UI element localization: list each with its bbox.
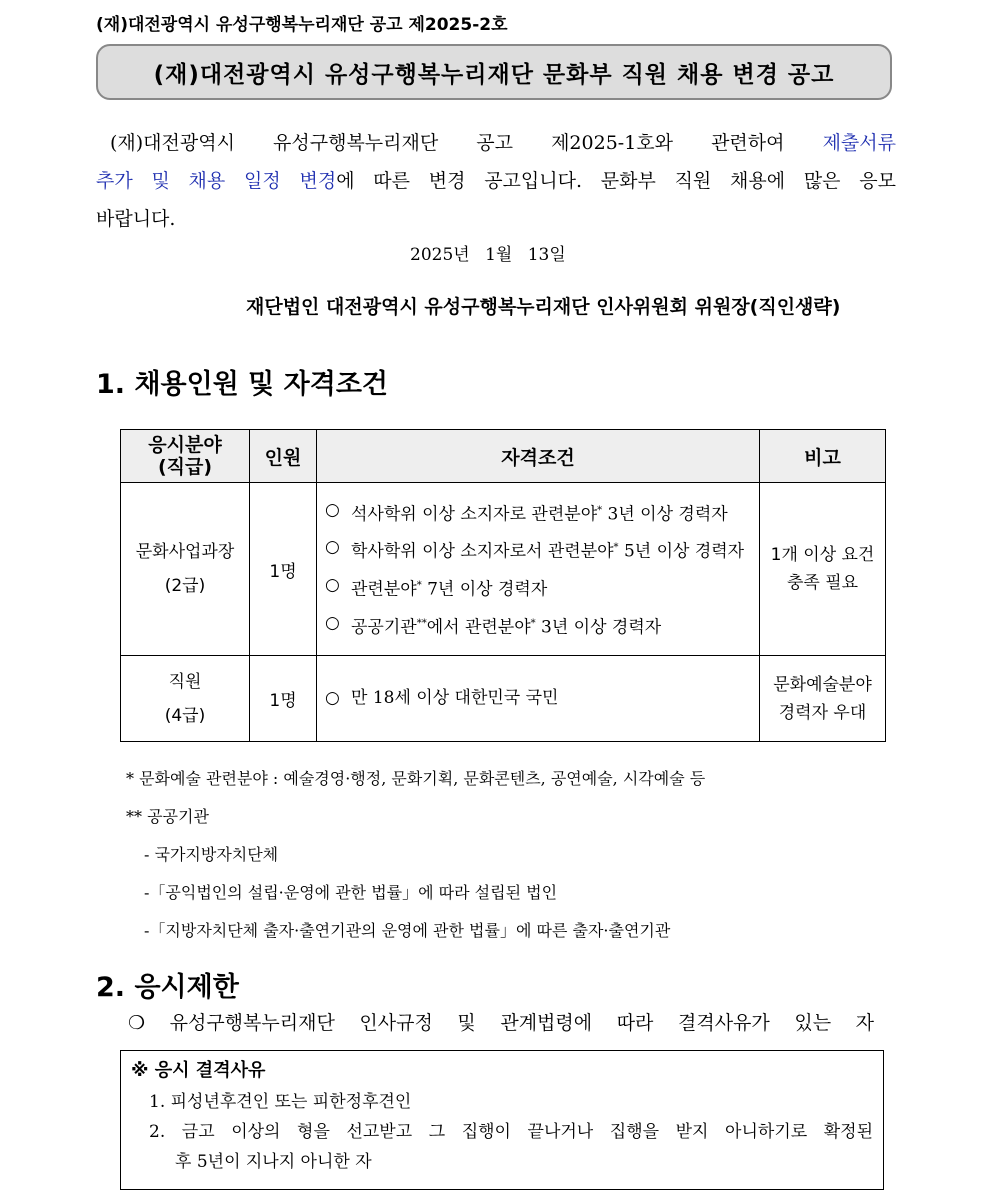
remarks-line2: 충족 필요 bbox=[786, 573, 859, 593]
qualification-list bbox=[317, 490, 759, 649]
qualification-list bbox=[317, 678, 759, 719]
list-item: ○ 만 18세 이상 대한민국 국민 bbox=[325, 682, 751, 715]
requirements-table bbox=[120, 429, 886, 742]
title-banner bbox=[96, 44, 892, 100]
table-header-row bbox=[121, 430, 886, 483]
count-cell: 1명 bbox=[250, 656, 317, 742]
field-name: 문화사업과장 bbox=[135, 542, 235, 562]
remarks-cell bbox=[760, 483, 886, 656]
list-item: 후 5년이 지나지 아니한 자 bbox=[175, 1152, 372, 1172]
remarks-cell bbox=[760, 656, 886, 742]
restriction-bullet: ❍ 유성구행복누리재단 인사규정 및 관계법령에 따라 결격사유가 있는 자 bbox=[128, 1012, 874, 1034]
list-item: ○ 학사학위 이상 소지자로서 관련분야* 5년 이상 경력자 bbox=[325, 531, 751, 569]
intro-highlight: 추가 및 채용 일정 변경 bbox=[96, 170, 337, 192]
note-item: - 국가지방자치단체 bbox=[144, 845, 279, 864]
table-row bbox=[121, 483, 886, 656]
header-qualification: 자격조건 bbox=[317, 430, 760, 483]
note-item: -「지방자치단체 출자·출연기관의 운영에 관한 법률」에 따른 출자·출연기관 bbox=[144, 921, 671, 940]
list-item: 1. 피성년후견인 또는 피한정후견인 bbox=[149, 1092, 412, 1112]
note-public-institutions: ** 공공기관 bbox=[126, 807, 209, 826]
intro-text: (재)대전광역시 유성구행복누리재단 공고 제2025-1호와 관련하여 bbox=[110, 132, 823, 154]
section1-heading: 1. 채용인원 및 자격조건 bbox=[96, 369, 388, 400]
intro-line-2 bbox=[96, 162, 896, 200]
intro-highlight: 제출서류 bbox=[822, 132, 896, 154]
notice-date: 2025년 1월 13일 bbox=[410, 245, 566, 265]
remarks-line1: 문화예술분야 bbox=[773, 674, 872, 695]
field-grade: (4급) bbox=[164, 705, 206, 726]
header-remarks: 비고 bbox=[760, 430, 886, 483]
header-field-line2: (직급) bbox=[157, 456, 213, 478]
field-name: 직원 bbox=[168, 671, 202, 692]
note-item: -「공익법인의 설립·운영에 관한 법률」에 따라 설립된 법인 bbox=[144, 883, 558, 902]
field-cell bbox=[121, 483, 250, 656]
header-count: 인원 bbox=[250, 430, 317, 483]
disqualification-title: ※ 응시 결격사유 bbox=[131, 1060, 266, 1081]
page-title: (재)대전광역시 유성구행복누리재단 문화부 직원 채용 변경 공고 bbox=[153, 61, 835, 88]
table-notes bbox=[126, 760, 705, 950]
count-cell: 1명 bbox=[250, 483, 317, 656]
table-row bbox=[121, 656, 886, 742]
list-item: ○ 관련분야* 7년 이상 경력자 bbox=[325, 569, 751, 607]
remarks-line2: 경력자 우대 bbox=[778, 702, 867, 723]
remarks-line1: 1개 이상 요건 bbox=[770, 545, 875, 565]
list-item: ○ 석사학위 이상 소지자로 관련분야* 3년 이상 경력자 bbox=[325, 494, 751, 532]
list-item: 2. 금고 이상의 형을 선고받고 그 집행이 끝나거나 집행을 받지 아니하기로 확정된 bbox=[149, 1122, 873, 1142]
intro-line-3: 바랍니다. bbox=[96, 208, 176, 230]
field-cell bbox=[121, 656, 250, 742]
intro-paragraph bbox=[96, 124, 896, 200]
qualification-cell bbox=[317, 483, 760, 656]
header-field bbox=[121, 430, 250, 483]
header-field-line1: 응시분야 bbox=[148, 434, 222, 456]
intro-line-1 bbox=[96, 124, 896, 162]
organization-signature: 재단법인 대전광역시 유성구행복누리재단 인사위원회 위원장(직인생략) bbox=[246, 296, 841, 318]
disqualification-box bbox=[120, 1050, 884, 1190]
notice-number: (재)대전광역시 유성구행복누리재단 공고 제2025-2호 bbox=[96, 15, 508, 35]
list-item: ○ 공공기관**에서 관련분야* 3년 이상 경력자 bbox=[325, 607, 751, 645]
note-related-fields: * 문화예술 관련분야 : 예술경영·행정, 문화기획, 문화콘텐츠, 공연예술, 시각예술 등 bbox=[126, 769, 706, 788]
intro-text: 에 따른 변경 공고입니다. 문화부 직원 채용에 많은 응모 bbox=[336, 170, 896, 192]
section2-heading: 2. 응시제한 bbox=[96, 972, 239, 1003]
qualification-cell bbox=[317, 656, 760, 742]
field-grade: (2급) bbox=[164, 576, 206, 596]
